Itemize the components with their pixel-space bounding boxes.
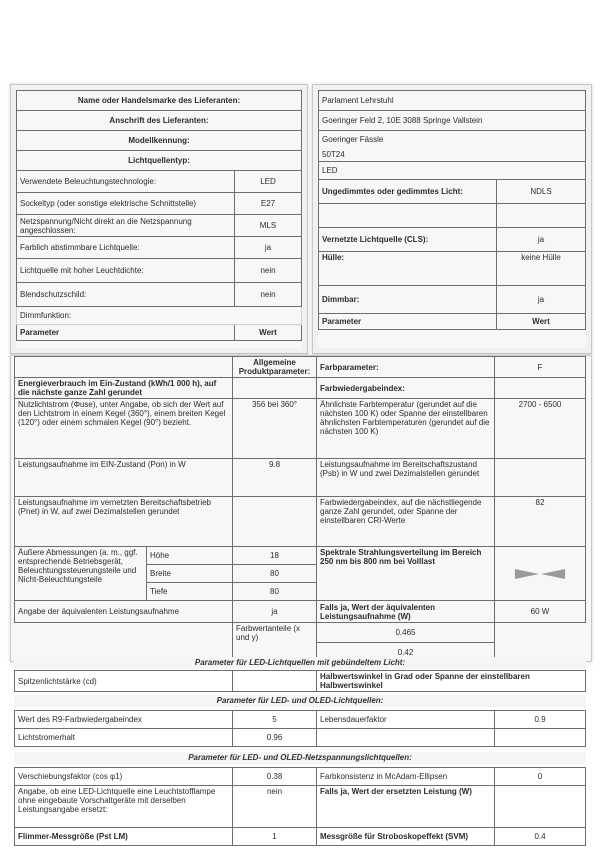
value-header: Wert xyxy=(235,325,302,341)
color-consistency-label: Farbkonsistenz in McAdam-Ellipsen xyxy=(317,768,495,786)
energy-label: Energieverbrauch im Ein-Zustand (kWh/1 000 h), auf die nächste ganze Zahl gerundet xyxy=(15,378,233,399)
fluorescent-replace-label: Angabe, ob eine LED-Lichtquelle eine Leuchtstofflampe ohne eingebaute Vorschaltgeräte mit derselben Leistungsangabe ersetzt: xyxy=(15,786,233,828)
color-params-heading: Farbparameter: xyxy=(317,357,495,378)
dimension-value: 18 xyxy=(233,547,317,565)
on-mode-power-value: 9.8 xyxy=(233,459,317,497)
model-id-value-2: 50T24 xyxy=(319,148,586,162)
dimension-value: 80 xyxy=(233,583,317,601)
supplier-panel-left xyxy=(10,84,308,354)
prop-label xyxy=(319,204,497,228)
on-mode-power-label: Leistungsaufnahme im EIN-Zustand (Pon) in W xyxy=(15,459,233,497)
cri-value-label: Farbwiedergabeindex, auf die nächstliegende ganze Zahl gerundet, oder Spanne der einstellbaren CRI-Werte xyxy=(317,497,495,547)
mains-led-banner: Parameter für LED- und OLED-Netzspannungslichtquellen: xyxy=(14,752,586,764)
general-params-heading: Allgemeine Produktparameter: xyxy=(233,357,317,378)
spectrum-icon xyxy=(515,567,565,581)
prop-value: MLS xyxy=(235,215,302,237)
supplier-table-right xyxy=(318,90,586,330)
peak-intensity-value xyxy=(233,671,317,692)
r9-value: 5 xyxy=(233,711,317,729)
displacement-factor-value: 0.38 xyxy=(233,768,317,786)
dimension-name: Breite xyxy=(147,565,233,583)
supplier-name-label: Name oder Handelsmarke des Lieferanten: xyxy=(17,91,302,111)
replaced-power-label: Falls ja, Wert der ersetzten Leistung (W) xyxy=(317,786,495,828)
cct-label: Ähnlichste Farbtemperatur (gerundet auf die nächsten 100 K) oder Spanne der einstellbaren ähnlichsten Farbtemperaturen (gerundet auf die nächsten 100 K) xyxy=(317,399,495,459)
prop-value: LED xyxy=(235,171,302,193)
survival-factor-label: Lebensdauerfaktor xyxy=(317,711,495,729)
fluorescent-replace-value: nein xyxy=(233,786,317,828)
led-oled-rows xyxy=(14,710,586,747)
prop-label: Vernetzte Lichtquelle (CLS): xyxy=(319,228,497,252)
prop-label: Lichtquelle mit hoher Leuchtdichte: xyxy=(17,259,235,283)
flicker-value: 1 xyxy=(233,828,317,846)
supplier-table-left xyxy=(16,90,302,341)
spectrum-label: Spektrale Strahlungsverteilung im Bereich 250 nm bis 800 nm bei Volllast xyxy=(317,547,495,601)
standby-power-value xyxy=(495,459,586,497)
cct-value: 2700 - 6500 xyxy=(495,399,586,459)
svm-label: Messgröße für Stroboskopeffekt (SVM) xyxy=(317,828,495,846)
prop-label: Blendschutzschild: xyxy=(17,283,235,307)
prop-value: nein xyxy=(235,283,302,307)
mains-rows xyxy=(14,767,586,846)
dimension-name: Höhe xyxy=(147,547,233,565)
value-header: Wert xyxy=(497,314,586,330)
prop-label: Verwendete Beleuchtungstechnologie: xyxy=(17,171,235,193)
svm-value: 0.4 xyxy=(495,828,586,846)
cri-value: 82 xyxy=(495,497,586,547)
supplier-address-label: Anschrift des Lieferanten: xyxy=(17,111,302,131)
standby-power-label: Leistungsaufnahme im Bereitschaftszustand (Psb) in W und zwei Dezimalstellen gerundet xyxy=(317,459,495,497)
model-id-value: Goeringer Fässle xyxy=(319,131,586,148)
led-oled-banner: Parameter für LED- und OLED-Lichtquellen: xyxy=(14,695,586,707)
equivalent-power-w-value: 60 W xyxy=(495,601,586,623)
lumen-maintenance-value: 0.96 xyxy=(233,729,317,747)
luminous-flux-label: Nutzlichtstrom (Φuse), unter Angabe, ob sich der Wert auf den Lichtstrom in einem Kegel (360°), einem breiten Kegel (120°) oder einem schmalen Kegel (90°) bezieht. xyxy=(15,399,233,459)
dimension-value: 80 xyxy=(233,565,317,583)
networked-standby-value xyxy=(233,497,317,547)
general-params-panel xyxy=(10,355,592,662)
dimming-faint-label: Dimmfunktion: xyxy=(17,307,302,325)
supplier-name-value: Parlament Lehrstuhl xyxy=(319,91,586,111)
cri-class-value: F xyxy=(495,357,586,378)
equivalent-power-value: ja xyxy=(233,601,317,623)
beam-angle-label: Halbwertswinkel in Grad oder Spanne der einstellbaren Halbwertswinkel xyxy=(317,671,586,692)
energy-value xyxy=(233,378,317,399)
prop-value: NDLS xyxy=(497,180,586,204)
spectrum-graphic xyxy=(495,547,586,601)
prop-label: Sockeltyp (oder sonstige elektrische Schnittstelle) xyxy=(17,193,235,215)
flicker-label: Flimmer-Messgröße (Pst LM) xyxy=(15,828,233,846)
cri-label: Farbwiedergabeindex: xyxy=(317,378,495,399)
dimension-name: Tiefe xyxy=(147,583,233,601)
prop-value: keine Hülle xyxy=(497,252,586,286)
chromaticity-label: Farbwertanteile (x und y) xyxy=(233,623,317,663)
prop-value: ja xyxy=(497,286,586,314)
supplier-panel-right xyxy=(312,84,592,354)
peak-intensity-label: Spitzenlichtstärke (cd) xyxy=(15,671,233,692)
equivalent-power-label: Angabe der äquivalenten Leistungsaufnahme xyxy=(15,601,233,623)
directional-led-banner: Parameter für LED-Lichtquellen mit gebündeltem Licht: xyxy=(14,657,586,669)
dimensions-label: Äußere Abmessungen (a. m., ggf. entsprechende Betriebsgerät, Beleuchtungssteuerungsteile und Nicht-Beleuchtungsteile xyxy=(15,547,147,601)
directional-row xyxy=(14,670,586,692)
prop-value: E27 xyxy=(235,193,302,215)
prop-label: Farblich abstimmbare Lichtquelle: xyxy=(17,237,235,259)
displacement-factor-label: Verschiebungsfaktor (cos φ1) xyxy=(15,768,233,786)
prop-label: Hülle: xyxy=(319,252,497,286)
networked-standby-label: Leistungsaufnahme im vernetzten Bereitschaftsbetrieb (Pnet) in W, auf zwei Dezimalstellen gerundet xyxy=(15,497,233,547)
color-consistency-value: 0 xyxy=(495,768,586,786)
empty-label xyxy=(317,729,495,747)
supplier-address-value: Goeringer Feld 2, 10E 3088 Springe Vallstein xyxy=(319,111,586,131)
r9-label: Wert des R9-Farbwiedergabeindex xyxy=(15,711,233,729)
empty-value xyxy=(495,729,586,747)
lumen-maintenance-label: Lichtstromerhalt xyxy=(15,729,233,747)
prop-label: Ungedimmtes oder gedimmtes Licht: xyxy=(319,180,497,204)
chromaticity-x: 0.465 xyxy=(317,623,495,643)
parameter-header: Parameter xyxy=(319,314,497,330)
prop-value xyxy=(497,204,586,228)
parameter-header: Parameter xyxy=(17,325,235,341)
chromaticity-y: 0.42 xyxy=(317,643,495,663)
light-source-type-label: Lichtquellentyp: xyxy=(17,151,302,171)
prop-value: ja xyxy=(497,228,586,252)
light-source-type-value: LED xyxy=(319,162,586,180)
prop-value: ja xyxy=(235,237,302,259)
luminous-flux-value: 356 bei 360° xyxy=(233,399,317,459)
model-id-label: Modellkennung: xyxy=(17,131,302,151)
equivalent-power-w-label: Falls ja, Wert der äquivalenten Leistungsaufnahme (W) xyxy=(317,601,495,623)
prop-value: nein xyxy=(235,259,302,283)
survival-factor-value: 0.9 xyxy=(495,711,586,729)
replaced-power-value xyxy=(495,786,586,828)
prop-label: Dimmbar: xyxy=(319,286,497,314)
general-params-table xyxy=(14,356,586,663)
prop-label: Netzspannung/Nicht direkt an die Netzspannung angeschlossen: xyxy=(17,215,235,237)
